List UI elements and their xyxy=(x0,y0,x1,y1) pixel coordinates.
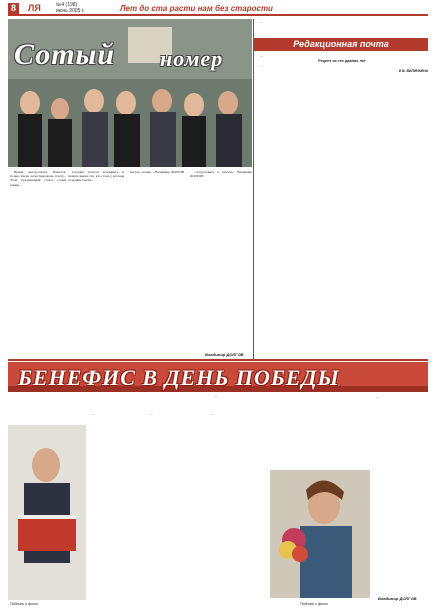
editorial-mail-text: ... xyxy=(260,20,263,24)
issue-month: июнь 2005 г. xyxy=(56,7,85,14)
bottom-article-title: БЕНЕФИС В ДЕНЬ ПОБЕДЫ xyxy=(18,365,340,390)
top-article-col-1: Время выстроплечу. Кажется, только вчера регистрировали газету... Этой праздничный газете сотый номер... xyxy=(10,170,66,187)
photo-caption-right: Подпись к фото xyxy=(300,602,328,606)
newspaper-logo: ЛЯ xyxy=(28,3,41,13)
bottom-article-col-1: ... xyxy=(92,412,95,416)
bottom-article-col-2: ... xyxy=(150,412,153,416)
bottom-article-col-4: ... xyxy=(376,395,379,399)
page-number: 8 xyxy=(8,3,19,14)
editorial-mail-subheading: Рецепт из тех давних лет xyxy=(318,59,366,64)
header-slogan: Лет до ста расти нам без старости xyxy=(120,4,273,13)
top-article-col-3: ветров...номер. ...Владимир ДОЛГОВ xyxy=(130,170,185,174)
page-header xyxy=(8,3,428,16)
top-article-col-4: ...подготовить к печати... Владимир ДОЛГОВ xyxy=(190,170,252,179)
issue-number: №4 (198) xyxy=(56,2,78,8)
issue-info xyxy=(56,3,84,14)
woman-with-bouquet-photo xyxy=(270,470,370,598)
bottom-article-lead: ... xyxy=(214,394,218,398)
bottom-article-signature: Владимир ДОЛГОВ xyxy=(378,596,417,601)
editorial-mail-signature: Е.В. ВИЛИНКИНА xyxy=(398,68,428,73)
editorial-mail-body: ... Рецепт из тех давних лет ... Е.В. ВИЛИНКИНА xyxy=(256,54,428,354)
top-article-title-word-1: Сотый xyxy=(14,38,116,71)
bottom-article-col-3: ... xyxy=(210,412,213,416)
column-divider xyxy=(253,19,254,359)
top-article-title-word-2: номер xyxy=(160,46,224,71)
section-divider xyxy=(8,359,428,361)
photo-caption-left: Подпись к фото xyxy=(10,602,38,606)
accordion-player-photo xyxy=(8,425,86,600)
top-article-signature: Владимир ДОЛГОВ xyxy=(205,352,244,357)
top-article-col-2: Сегодня хочется вспомнить и назвать имена тех, кто стоял у истоков создания газеты... xyxy=(68,170,124,183)
editorial-mail-heading: Редакционная почта xyxy=(254,38,428,51)
